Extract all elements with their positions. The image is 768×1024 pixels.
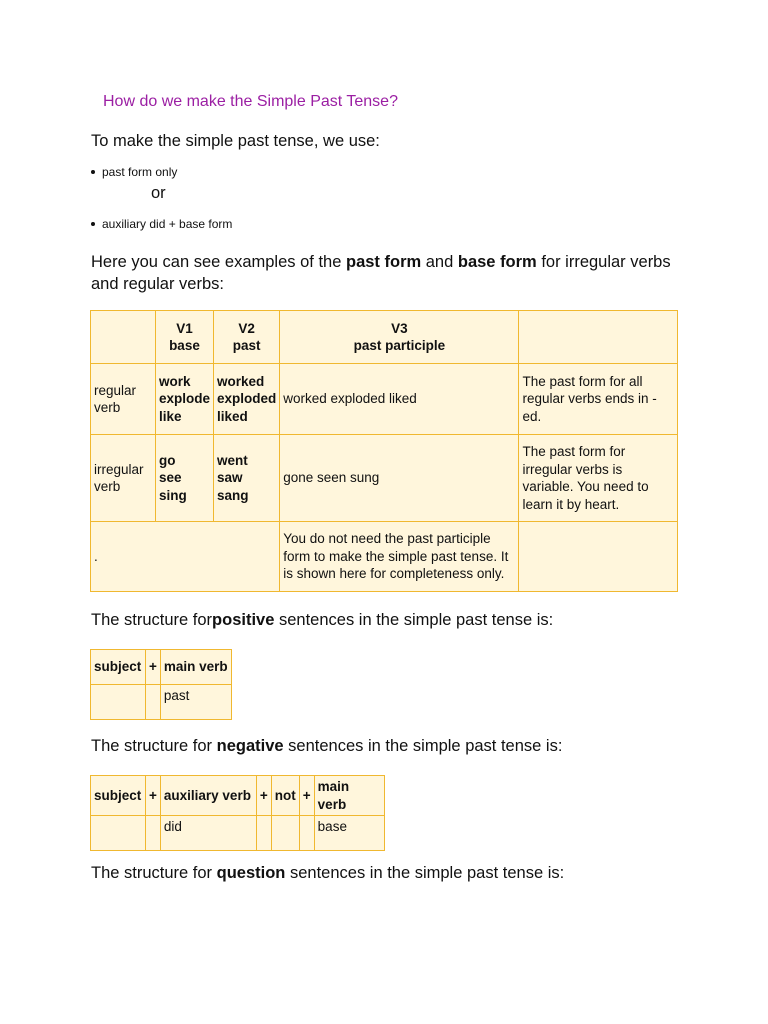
text-run: sentences in the simple past tense is: <box>283 737 563 755</box>
positive-intro <box>91 609 553 631</box>
bold-negative: negative <box>216 737 284 755</box>
header-empty-cell <box>91 311 156 364</box>
question-intro <box>91 862 564 884</box>
negative-structure-table <box>90 775 385 851</box>
footer-label: . <box>91 522 280 592</box>
verb-forms-table <box>90 310 678 592</box>
note-cell: The past form for all regular verbs ends in -ed. <box>519 364 678 435</box>
footer-note: You do not need the past participle form to make the simple past tense. It is shown here for completeness only. <box>280 522 519 592</box>
note-cell: The past form for irregular verbs is variable. You need to learn it by heart. <box>519 435 678 522</box>
verb-form: saw <box>216 470 243 486</box>
header-title: V1 <box>176 320 193 336</box>
main-verb-header: main verb <box>160 650 231 685</box>
verb-form: sang <box>216 487 249 503</box>
verb-form: exploded <box>216 391 277 407</box>
subject-header: subject <box>91 776 146 816</box>
table-row <box>91 364 678 435</box>
not-header: not <box>271 776 299 816</box>
table-footer-row <box>91 522 678 592</box>
auxiliary-header: auxiliary verb <box>160 776 256 816</box>
plus-header: + <box>299 776 314 816</box>
verb-form: liked <box>216 408 248 424</box>
bullet-past-form <box>91 165 177 179</box>
table-header-row <box>91 776 385 816</box>
subject-header: subject <box>91 650 146 685</box>
text-run: The structure for <box>91 737 217 755</box>
header-subtitle: past <box>232 338 261 353</box>
table-header-row <box>91 311 678 364</box>
row-label: regular verb <box>91 364 156 435</box>
page-title: How do we make the Simple Past Tense? <box>103 93 398 110</box>
bold-question: question <box>216 864 286 882</box>
text-run: and <box>421 253 458 271</box>
table-row <box>91 685 232 720</box>
text-run: sentences in the simple past tense is: <box>274 611 554 629</box>
subject-cell <box>91 816 146 851</box>
verb-form: explode <box>158 391 210 407</box>
text-run: The structure for <box>91 611 213 629</box>
main-verb-cell: past <box>160 685 231 720</box>
main-verb-header: main verb <box>314 776 384 816</box>
negative-intro <box>91 735 562 757</box>
plus-cell <box>256 816 271 851</box>
verb-form: went <box>216 452 248 468</box>
plus-cell <box>146 685 161 720</box>
bullet-auxiliary <box>91 217 232 231</box>
subject-cell <box>91 685 146 720</box>
header-v3 <box>280 311 519 364</box>
bold-positive: positive <box>212 611 275 629</box>
v1-cell <box>155 435 213 522</box>
auxiliary-cell: did <box>160 816 256 851</box>
bold-past-form: past form <box>345 253 422 271</box>
header-subtitle: base <box>169 338 200 353</box>
main-verb-cell: base <box>314 816 384 851</box>
text-run: sentences in the simple past tense is: <box>285 864 565 882</box>
header-empty-cell <box>519 311 678 364</box>
table-row <box>91 435 678 522</box>
table-row <box>91 816 385 851</box>
table-header-row <box>91 650 232 685</box>
v2-cell <box>213 435 279 522</box>
intro-text: To make the simple past tense, we use: <box>91 132 380 150</box>
or-text: or <box>151 184 166 202</box>
header-v1 <box>155 311 213 364</box>
plus-cell <box>299 816 314 851</box>
plus-header: + <box>146 776 161 816</box>
v1-cell <box>155 364 213 435</box>
verb-form: worked <box>216 373 265 389</box>
row-label: irregular verb <box>91 435 156 522</box>
verb-form: sing <box>158 487 187 503</box>
verb-form: see <box>158 470 182 486</box>
bullet-text: auxiliary did + base form <box>102 217 233 231</box>
examples-intro <box>91 251 701 295</box>
plus-header: + <box>146 650 161 685</box>
text-run: The structure for <box>91 864 217 882</box>
plus-cell <box>146 816 161 851</box>
bullet-text: past form only <box>102 165 178 179</box>
not-cell <box>271 816 299 851</box>
header-subtitle: past participle <box>353 338 446 353</box>
plus-header: + <box>256 776 271 816</box>
header-title: V3 <box>391 320 408 336</box>
bullet-dot-icon <box>91 222 95 226</box>
header-v2 <box>213 311 279 364</box>
v3-cell: gone seen sung <box>280 435 519 522</box>
text-run: for irregular verbs and regular verbs: <box>91 253 671 293</box>
bold-base-form: base form <box>457 253 537 271</box>
positive-structure-table <box>90 649 232 720</box>
header-title: V2 <box>238 320 255 336</box>
v2-cell <box>213 364 279 435</box>
verb-form: work <box>158 373 191 389</box>
verb-form: go <box>158 452 176 468</box>
v3-cell: worked exploded liked <box>280 364 519 435</box>
footer-empty-cell <box>519 522 678 592</box>
verb-form: like <box>158 408 182 424</box>
text-run: Here you can see examples of the <box>91 253 346 271</box>
bullet-dot-icon <box>91 170 95 174</box>
